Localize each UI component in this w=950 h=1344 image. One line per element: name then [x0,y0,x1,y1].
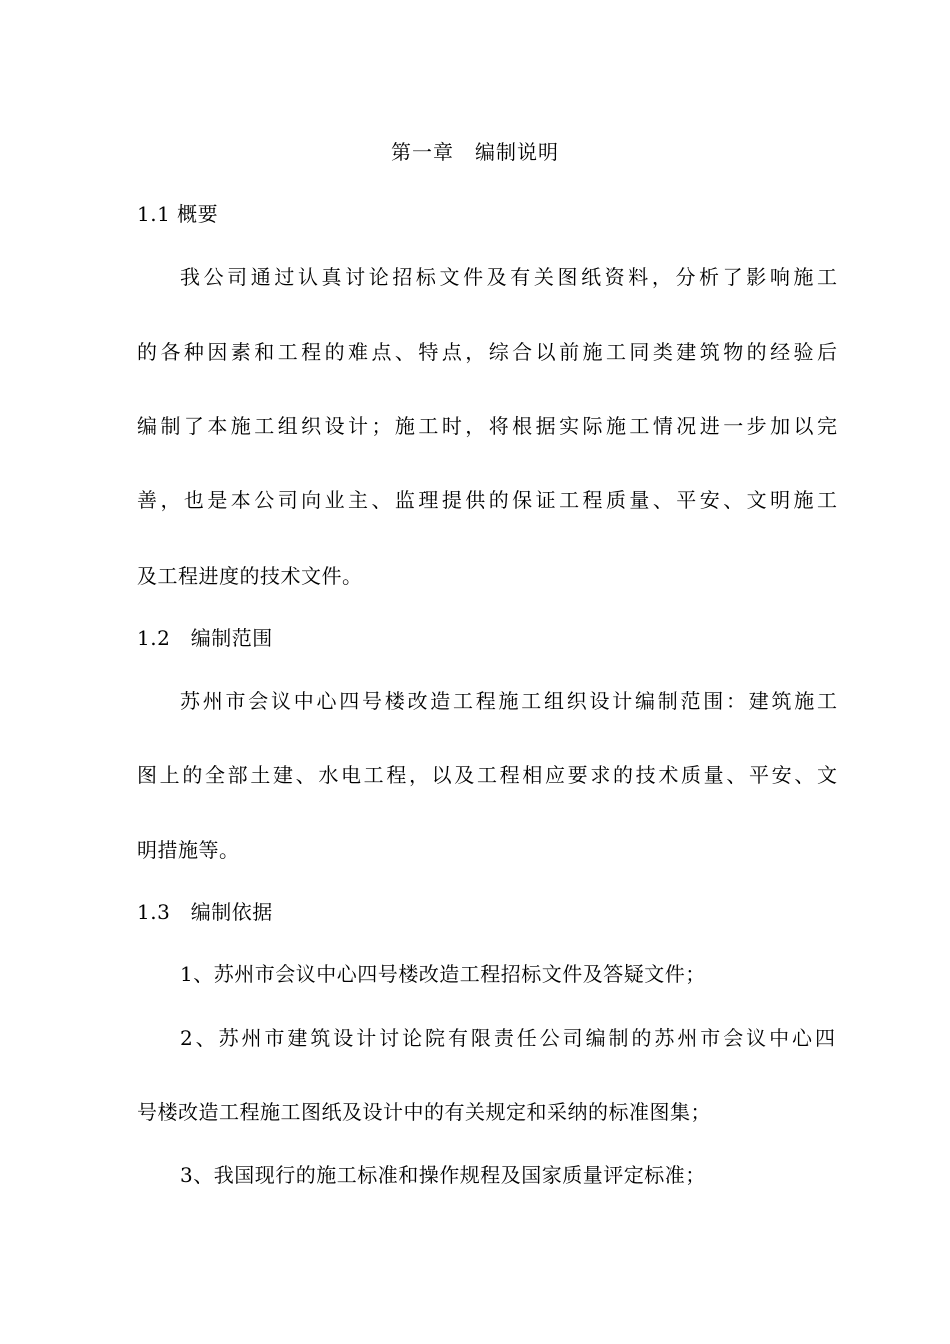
section-heading-1-3: 1.3 编制依据 [137,900,273,924]
chapter-title: 第一章 编制说明 [391,140,559,164]
section-heading-1-1: 1.1 概要 [137,202,219,226]
paragraph-line: 明措施等。 [137,838,240,862]
paragraph-line: 善，也是本公司向业主、监理提供的保证工程质量、平安、文明施工 [137,488,837,512]
list-item: 2、苏州市建筑设计讨论院有限责任公司编制的苏州市会议中心四 [180,1026,835,1050]
section-heading-1-2: 1.2 编制范围 [137,626,273,650]
paragraph-line: 的各种因素和工程的难点、特点，综合以前施工同类建筑物的经验后 [137,340,837,364]
paragraph-line: 及工程进度的技术文件。 [137,564,363,588]
list-item: 1、苏州市会议中心四号楼改造工程招标文件及答疑文件； [180,962,706,986]
paragraph-line: 我公司通过认真讨论招标文件及有关图纸资料，分析了影响施工 [180,265,837,289]
paragraph-line: 图上的全部土建、水电工程，以及工程相应要求的技术质量、平安、文 [137,763,837,787]
list-item: 3、我国现行的施工标准和操作规程及国家质量评定标准； [180,1163,706,1187]
paragraph-line: 苏州市会议中心四号楼改造工程施工组织设计编制范围：建筑施工 [180,689,837,713]
list-item-continuation: 号楼改造工程施工图纸及设计中的有关规定和采纳的标准图集； [137,1100,711,1124]
paragraph-line: 编制了本施工组织设计；施工时，将根据实际施工情况进一步加以完 [137,414,837,438]
